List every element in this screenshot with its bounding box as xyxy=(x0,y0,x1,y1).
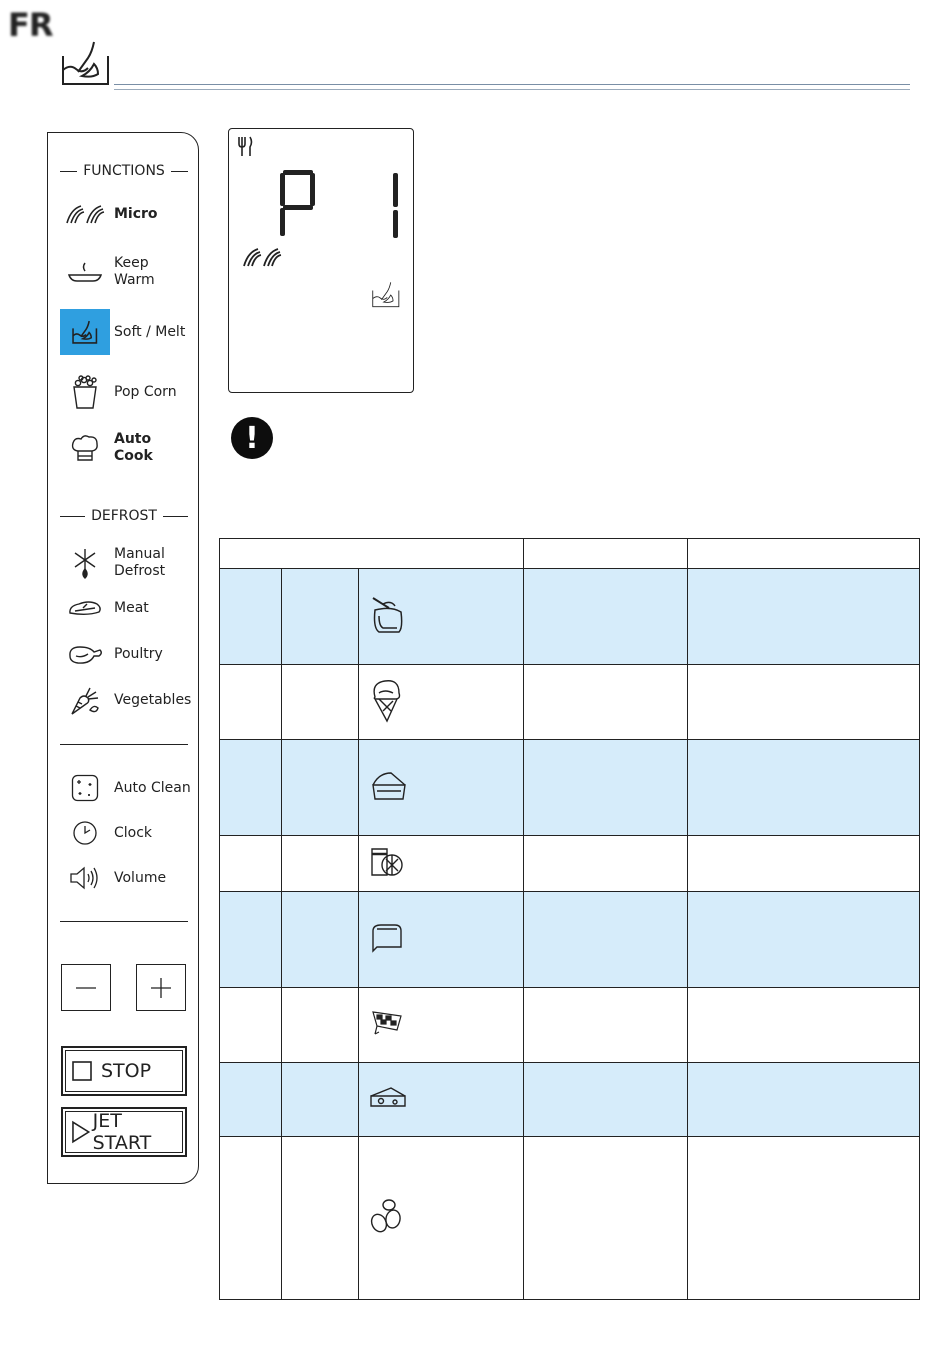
table-row xyxy=(220,836,920,892)
play-icon xyxy=(71,1120,91,1144)
program-digit-1 xyxy=(393,173,398,238)
table-row xyxy=(220,988,920,1063)
cheese-icon xyxy=(358,1063,523,1137)
table-row xyxy=(220,569,920,665)
defrost-label: Manual Defrost xyxy=(114,546,166,579)
ice-cream-icon xyxy=(358,665,523,740)
minus-button[interactable] xyxy=(61,964,111,1011)
defrost-label: Meat xyxy=(114,599,149,616)
keep-warm-icon xyxy=(60,249,110,295)
jet-start-button[interactable] xyxy=(61,1107,187,1157)
defrost-label: Vegetables xyxy=(114,691,192,708)
program-table xyxy=(219,538,920,1300)
stop-square-icon xyxy=(71,1060,93,1082)
functions-section-title: FUNCTIONS xyxy=(60,163,188,179)
table-row xyxy=(220,740,920,836)
cream-cheese-icon xyxy=(358,740,523,836)
function-label: Soft / Melt xyxy=(114,323,186,340)
volume-button[interactable] xyxy=(60,855,194,901)
micro-waves-icon xyxy=(244,249,281,266)
lcd-display xyxy=(228,128,414,393)
warning-icon: ! xyxy=(231,417,273,459)
function-popcorn-button[interactable] xyxy=(60,369,194,415)
utility-label: Volume xyxy=(114,869,167,886)
meat-icon xyxy=(60,585,110,631)
defrost-section-title: DEFROST xyxy=(60,508,188,524)
panel-divider xyxy=(60,921,188,922)
volume-icon xyxy=(60,855,110,901)
defrost-vegetables-button[interactable] xyxy=(60,677,194,723)
program-digit-p xyxy=(280,170,315,236)
soft-melt-icon xyxy=(372,282,398,306)
minus-icon xyxy=(75,986,97,990)
table-row xyxy=(220,892,920,988)
clock-icon xyxy=(60,810,110,856)
defrost-manual-button[interactable] xyxy=(60,540,194,586)
function-keep-warm-button[interactable] xyxy=(60,249,194,295)
stop-button[interactable] xyxy=(61,1046,187,1096)
chef-hat-icon xyxy=(60,425,110,471)
auto-clean-icon xyxy=(60,765,110,811)
function-micro-button[interactable] xyxy=(60,191,194,237)
fork-knife-icon xyxy=(239,137,252,156)
marshmallow-icon xyxy=(358,1137,523,1300)
function-label: Pop Corn xyxy=(114,383,177,400)
panel-divider xyxy=(60,744,188,745)
manual-defrost-icon xyxy=(60,540,110,586)
defrost-label: Poultry xyxy=(114,645,163,662)
defrost-poultry-button[interactable] xyxy=(60,631,194,677)
table-row xyxy=(220,1063,920,1137)
soft-melt-icon xyxy=(60,309,110,355)
table-row xyxy=(220,1137,920,1300)
plus-button[interactable] xyxy=(136,964,186,1011)
auto-clean-button[interactable] xyxy=(60,765,194,811)
function-soft-melt-button[interactable] xyxy=(60,309,194,355)
function-label: Micro xyxy=(114,205,158,222)
plus-icon xyxy=(150,977,172,999)
table-row xyxy=(220,665,920,740)
utility-label: Auto Clean xyxy=(114,779,191,796)
defrost-meat-button[interactable] xyxy=(60,585,194,631)
soft-melt-icon xyxy=(60,38,112,88)
container-icon xyxy=(358,892,523,988)
jet-start-label: JET START xyxy=(92,1110,152,1154)
header-rule xyxy=(114,84,910,90)
jar-icon xyxy=(358,836,523,892)
chocolate-icon xyxy=(358,988,523,1063)
clock-button[interactable] xyxy=(60,810,194,856)
poultry-icon xyxy=(60,631,110,677)
function-label: Keep Warm xyxy=(114,255,155,288)
popcorn-icon xyxy=(60,369,110,415)
language-code: FR xyxy=(8,6,53,44)
function-label: Auto Cook xyxy=(114,431,153,464)
micro-waves-icon xyxy=(60,191,110,237)
vegetables-icon xyxy=(60,677,110,723)
butter-icon xyxy=(358,569,523,665)
utility-label: Clock xyxy=(114,824,153,841)
table-header-row xyxy=(220,539,920,569)
function-auto-cook-button[interactable] xyxy=(60,425,194,471)
stop-label: STOP xyxy=(101,1060,152,1082)
control-panel xyxy=(47,132,199,1184)
